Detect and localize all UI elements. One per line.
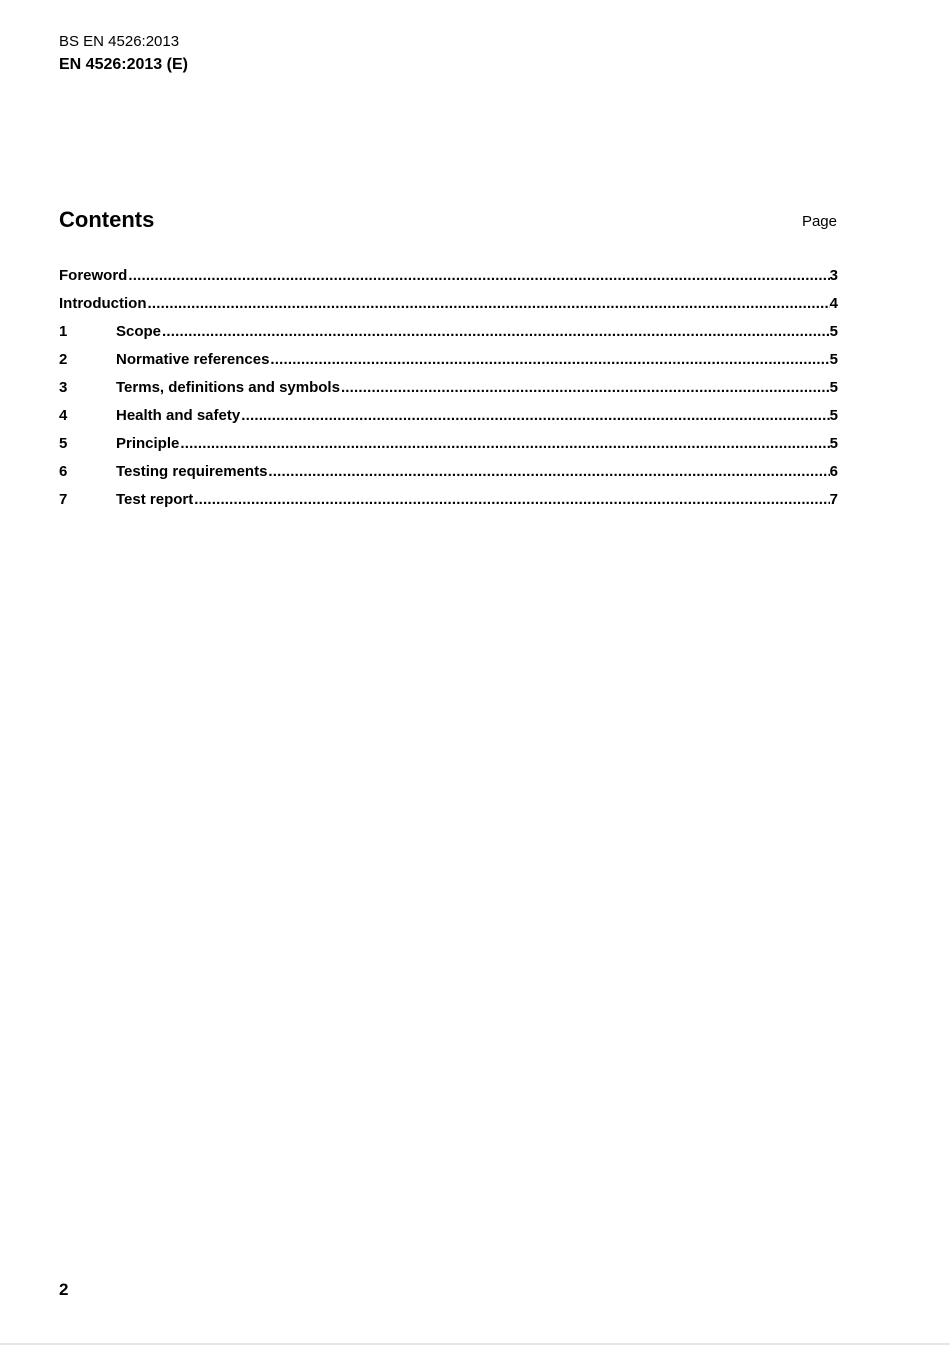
- toc-entry-title: Health and safety: [116, 407, 241, 424]
- toc-dot-leader: [340, 378, 830, 398]
- page-column-label: Page: [801, 213, 837, 230]
- toc-dot-leader: [161, 322, 830, 342]
- toc-entry-title: Scope: [116, 323, 162, 340]
- toc-entry-number: 4: [59, 407, 68, 424]
- toc-entry-page: 4: [829, 295, 838, 312]
- contents-heading: Contents: [59, 207, 155, 232]
- toc-entry-health-safety[interactable]: [59, 406, 838, 434]
- page-number: 2: [59, 1280, 69, 1299]
- toc-entry-number: 7: [59, 491, 68, 508]
- toc-dot-leader: [146, 294, 829, 314]
- toc-dot-leader: [179, 434, 829, 454]
- toc-entry-page: 5: [829, 407, 838, 424]
- toc-entry-title: Normative references: [116, 351, 270, 368]
- toc-entry-foreword[interactable]: [59, 266, 838, 294]
- toc-entry-title: Principle: [116, 435, 180, 452]
- toc-entry-page: 5: [829, 379, 838, 396]
- toc-entry-test-report[interactable]: [59, 490, 838, 518]
- toc-entry-title: Introduction: [59, 295, 147, 312]
- toc-entry-principle[interactable]: [59, 434, 838, 462]
- toc-entry-number: 5: [59, 435, 68, 452]
- toc-entry-normative-references[interactable]: [59, 350, 838, 378]
- toc-entry-introduction[interactable]: [59, 294, 838, 322]
- toc-dot-leader: [269, 350, 829, 370]
- toc-dot-leader: [267, 462, 829, 482]
- toc-entry-number: 1: [59, 323, 68, 340]
- toc-entry-page: 5: [829, 323, 838, 340]
- toc-entry-page: 6: [829, 463, 838, 480]
- toc-entry-page: 7: [829, 491, 838, 508]
- toc-entry-title: Testing requirements: [116, 463, 268, 480]
- toc-dot-leader: [193, 490, 829, 510]
- toc-dot-leader: [127, 266, 829, 286]
- toc-entry-number: 3: [59, 379, 68, 396]
- toc-dot-leader: [240, 406, 829, 426]
- toc-entry-testing-requirements[interactable]: [59, 462, 838, 490]
- standard-reference: BS EN 4526:2013: [59, 33, 180, 50]
- en-reference: EN 4526:2013 (E): [59, 56, 188, 73]
- toc-entry-page: 5: [829, 351, 838, 368]
- toc-entry-number: 6: [59, 463, 68, 480]
- toc-entry-page: 5: [829, 435, 838, 452]
- toc-entry-number: 2: [59, 351, 68, 368]
- toc-entry-title: Test report: [116, 491, 194, 508]
- toc-entry-scope[interactable]: [59, 322, 838, 350]
- toc-entry-title: Foreword: [59, 267, 128, 284]
- table-of-contents: [59, 266, 838, 518]
- toc-entry-terms-definitions[interactable]: [59, 378, 838, 406]
- toc-entry-title: Terms, definitions and symbols: [116, 379, 340, 396]
- toc-entry-page: 3: [829, 267, 838, 284]
